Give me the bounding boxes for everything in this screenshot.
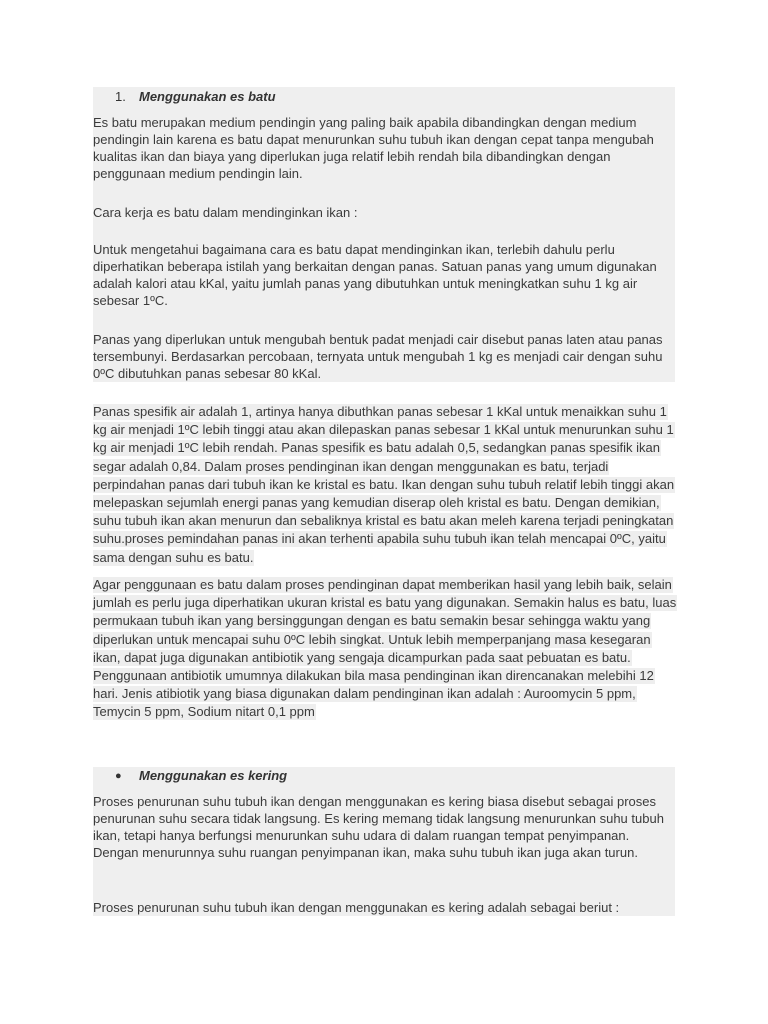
paragraph xyxy=(93,576,677,722)
paragraph: Proses penurunan suhu tubuh ikan dengan menggunakan es kering adalah sebagai beriut : xyxy=(93,900,620,915)
paragraph: Cara kerja es batu dalam mendinginkan ikan : xyxy=(93,205,358,220)
list-number: 1. xyxy=(115,89,126,104)
paragraph: Es batu merupakan medium pendingin yang paling baik apabila dibandingkan dengan medium pendingin lain karena es batu dapat menurunkan suhu tubuh ikan dengan cepat tanpa mengubah kualitas ikan dan biaya yang diperlukan juga relatif lebih rendah bila dibandingkan dengan penggunaan medium pendingin lain. xyxy=(93,115,654,181)
bullet-icon: ● xyxy=(115,770,122,782)
section-heading-es-kering xyxy=(93,767,675,785)
section-title: Menggunakan es batu xyxy=(139,89,276,104)
highlighted-text: Agar penggunaan es batu dalam proses pendinginan dapat memberikan hasil yang lebih baik, selain jumlah es perlu juga diperhatikan ukuran kristal es batu yang digunakan. Semakin halus es batu, luas permukaan tubuh ikan yang bersinggungan dengan es batu semakin besar sehingga waktu yang diperlukan untuk mencapai suhu 0ºC lebih singkat. Untuk lebih memperpanjang masa kesegaran ikan, dapat juga digunakan antibiotik yang sengaja dicampurkan pada saat pebuatan es batu. Penggunaan antibiotik umumnya dilakukan bila masa pendinginan ikan direncanakan melebihi 12 hari. Jenis atibiotik yang biasa digunakan dalam pendinginan ikan adalah : Auroomycin 5 ppm, Temycin 5 ppm, Sodium nitart 0,1 ppm xyxy=(93,577,677,720)
paragraph: Panas yang diperlukan untuk mengubah bentuk padat menjadi cair disebut panas laten atau panas tersembunyi. Berdasarkan percobaan, ternyata untuk mengubah 1 kg es menjadi cair dengan suhu 0ºC dibutuhkan panas sebesar 80 kKal. xyxy=(93,332,663,381)
paragraph: Proses penurunan suhu tubuh ikan dengan menggunakan es kering biasa disebut sebagai proses penurunan suhu secara tidak langsung. Es kering memang tidak langsung menurunkan suhu tubuh ikan, tetapi hanya berfungsi menurunkan suhu udara di dalam ruangan tempat penyimpanan. Dengan menurunnya suhu ruangan penyimpanan ikan, maka suhu tubuh ikan juga akan turun. xyxy=(93,794,664,860)
highlighted-text: Panas spesifik air adalah 1, artinya hanya dibuthkan panas sebesar 1 kKal untuk menaikkan suhu 1 kg air menjadi 1ºC lebih tinggi atau akan dilepaskan panas sebesar 1 kKal untuk menurunkan suhu 1 kg air menjadi 1ºC lebih rendah. Panas spesifik es batu adalah 0,5, sedangkan panas spesifik ikan segar adalah 0,84. Dalam proses pendinginan ikan dengan menggunakan es batu, terjadi perpindahan panas dari tubuh ikan ke kristal es batu. Ikan dengan suhu tubuh relatif lebih tinggi akan melepaskan sejumlah energi panas yang kemudian diserap oleh kristal es batu. Dengan demikian, suhu tubuh ikan akan menurun dan sebaliknya kristal es batu akan meleh karena terjadi peningkatan suhu.proses pemindahan panas ini akan terhenti apabila suhu tubuh ikan telah mencapai 0ºC, yaitu sama dengan suhu es batu. xyxy=(93,404,675,565)
section-title: Menggunakan es kering xyxy=(139,768,288,783)
section-heading-es-batu xyxy=(93,88,675,106)
paragraph xyxy=(93,403,677,567)
paragraph: Untuk mengetahui bagaimana cara es batu dapat mendinginkan ikan, terlebih dahulu perlu diperhatikan beberapa istilah yang berkaitan dengan panas. Satuan panas yang umum digunakan adalah kalori atau kKal, yaitu jumlah panas yang dibutuhkan untuk meningkatkan suhu 1 kg air sebesar 1ºC. xyxy=(93,242,657,308)
